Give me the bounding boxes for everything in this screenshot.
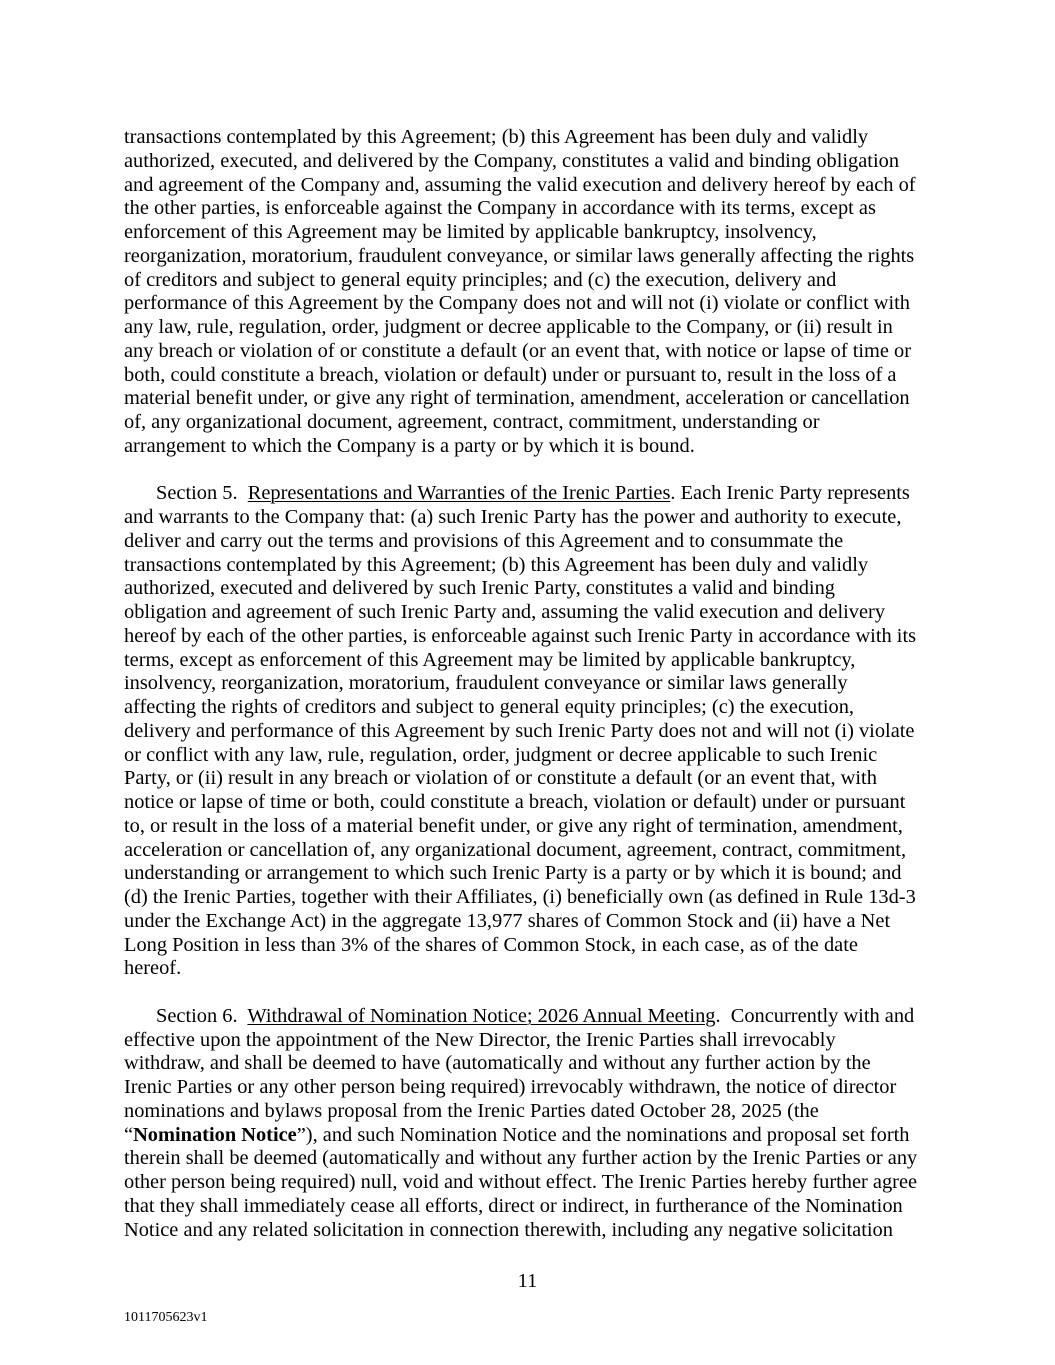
text-line (124, 791, 944, 815)
defined-term: Nomination Notice (133, 1123, 297, 1146)
text-line (124, 364, 944, 388)
text-segment: hereof. (124, 957, 182, 980)
text-line (124, 934, 944, 958)
text-segment: terms, except as enforcement of this Agreement may be limited by applicable bankruptcy, (124, 648, 856, 671)
paragraph (124, 482, 944, 981)
text-segment: reorganization, moratorium, fraudulent conveyance, or similar laws generally affecting the rights (124, 244, 915, 267)
text-line (124, 910, 944, 934)
text-line (124, 530, 944, 554)
text-segment: insolvency, reorganization, moratorium, fraudulent conveyance or similar laws generally (124, 672, 848, 695)
text-line (124, 1076, 944, 1100)
document-id: 1011705623v1 (124, 1310, 208, 1325)
text-line (124, 1195, 944, 1219)
text-segment: enforcement of this Agreement may be limited by applicable bankruptcy, insolvency, (124, 221, 817, 243)
text-line (124, 1029, 944, 1053)
text-segment: that they shall immediately cease all efforts, direct or indirect, in furtherance of the Nomination (124, 1194, 903, 1217)
text-line (124, 672, 944, 696)
text-segment: ”), and such Nomination Notice and the nominations and proposal set forth (296, 1123, 910, 1146)
text-segment: “ (124, 1123, 134, 1146)
text-line (124, 720, 944, 744)
text-line (124, 197, 944, 221)
text-line (124, 150, 944, 174)
document-body (124, 126, 944, 1266)
text-line (124, 269, 944, 293)
text-segment: performance of this Agreement by the Company does not and will not (i) violate or conflict with (124, 292, 910, 315)
text-line (124, 1219, 944, 1243)
text-line (124, 577, 944, 601)
text-segment: and agreement of the Company and, assuming the valid execution and delivery hereof by each of (124, 173, 916, 196)
text-segment: effective upon the appointment of the New Director, the Irenic Parties shall irrevocably (124, 1028, 836, 1051)
paragraph (124, 1005, 944, 1243)
text-line (124, 839, 944, 863)
text-line (124, 554, 944, 578)
text-segment: or conflict with any law, rule, regulation, order, judgment or decree applicable to such Irenic (124, 743, 878, 766)
text-segment: notice or lapse of time or both, could constitute a breach, violation or default) under or pursuant (124, 791, 906, 813)
text-segment: Notice and any related solicitation in connection therewith, including any negative solicitation (124, 1218, 893, 1241)
text-line (124, 292, 944, 316)
text-segment: . Concurrently with and (715, 1004, 915, 1027)
text-line (124, 411, 944, 435)
text-segment: authorized, executed, and delivered by the Company, constitutes a valid and binding obligation (124, 149, 900, 172)
text-line (124, 696, 944, 720)
text-line (124, 1005, 944, 1029)
text-line (124, 625, 944, 649)
text-segment: both, could constitute a breach, violation or default) under or pursuant to, result in the loss of a (124, 363, 897, 386)
text-segment: nominations and bylaws proposal from the Irenic Parties dated October 28, 2025 (the (124, 1099, 819, 1122)
text-segment: hereof by each of the other parties, is enforceable against such Irenic Party in accordance with its (124, 624, 917, 647)
text-line (124, 506, 944, 530)
text-line (124, 649, 944, 673)
page-number: 11 (517, 1270, 538, 1292)
text-segment: any breach or violation of or constitute a default (or an event that, with notice or lapse of time or (124, 339, 912, 362)
text-segment: deliver and carry out the terms and provisions of this Agreement and to consummate the (124, 529, 844, 552)
text-segment: . Each Irenic Party represents (670, 482, 910, 505)
section-heading: Representations and Warranties of the Irenic Parties (247, 482, 671, 505)
text-line (124, 482, 944, 506)
text-segment: Party, or (ii) result in any breach or violation of or constitute a default (or an event that, with (124, 767, 877, 790)
text-line (124, 245, 944, 269)
text-segment: of creditors and subject to general equity principles; and (c) the execution, delivery and (124, 268, 837, 291)
text-segment: material benefit under, or give any right of termination, amendment, acceleration or cancellation (124, 387, 910, 410)
text-segment: understanding or arrangement to which such Irenic Party is a party or by which it is bound; and (124, 862, 902, 885)
text-segment: delivery and performance of this Agreement by such Irenic Party does not and will not (i) violate (124, 719, 915, 742)
text-segment: obligation and agreement of such Irenic Party and, assuming the valid execution and delivery (124, 601, 886, 623)
text-segment: (d) the Irenic Parties, together with their Affiliates, (i) beneficially own (as defined in Rule 13d-3 (124, 886, 916, 908)
text-line (124, 1171, 944, 1195)
text-line (124, 957, 944, 981)
text-line (124, 221, 944, 245)
text-line (124, 862, 944, 886)
text-line (124, 1147, 944, 1171)
text-segment: any law, rule, regulation, order, judgment or decree applicable to the Company, or (ii) result in (124, 316, 893, 338)
text-segment: the other parties, is enforceable against the Company in accordance with its terms, except as (124, 197, 876, 220)
text-segment: Irenic Parties or any other person being required) irrevocably withdrawn, the notice of director (124, 1076, 897, 1098)
text-segment: Section 5. (156, 482, 248, 505)
text-line (124, 1124, 944, 1148)
text-segment: transactions contemplated by this Agreement; (b) this Agreement has been duly and validly (124, 553, 869, 576)
text-segment: under the Exchange Act) in the aggregate 13,977 shares of Common Stock and (ii) have a Net (124, 909, 891, 932)
text-line (124, 387, 944, 411)
text-line (124, 601, 944, 625)
text-line (124, 1100, 944, 1124)
text-line (124, 886, 944, 910)
text-line (124, 1052, 944, 1076)
text-segment: withdraw, and shall be deemed to have (automatically and without any further action by the (124, 1052, 871, 1075)
text-segment: transactions contemplated by this Agreement; (b) this Agreement has been duly and validly (124, 126, 869, 148)
text-line (124, 815, 944, 839)
text-line (124, 340, 944, 364)
text-segment: arrangement to which the Company is a party or by which it is bound. (124, 434, 695, 457)
text-line (124, 435, 944, 459)
text-segment: Section 6. (156, 1004, 248, 1027)
text-segment: of, any organizational document, agreement, contract, commitment, understanding or (124, 411, 820, 433)
text-segment: affecting the rights of creditors and subject to general equity principles; (c) the execution, (124, 696, 855, 718)
text-segment: to, or result in the loss of a material benefit under, or give any right of termination, amendment, (124, 814, 903, 837)
text-line (124, 174, 944, 198)
text-segment: acceleration or cancellation of, any organizational document, agreement, contract, commitment, (124, 838, 907, 861)
text-line (124, 767, 944, 791)
text-segment: authorized, executed and delivered by such Irenic Party, constitutes a valid and binding (124, 577, 835, 600)
text-segment: therein shall be deemed (automatically and without any further action by the Irenic Parties or any (124, 1147, 918, 1170)
section-heading: Withdrawal of Nomination Notice; 2026 Annual Meeting (247, 1004, 716, 1027)
text-segment: and warrants to the Company that: (a) such Irenic Party has the power and authority to execute, (124, 506, 902, 528)
text-segment: Long Position in less than 3% of the shares of Common Stock, in each case, as of the date (124, 933, 858, 956)
paragraph (124, 126, 944, 459)
text-line (124, 316, 944, 340)
text-line (124, 744, 944, 768)
text-line (124, 126, 944, 150)
text-segment: other person being required) null, void and without effect. The Irenic Parties hereby further agree (124, 1171, 918, 1193)
